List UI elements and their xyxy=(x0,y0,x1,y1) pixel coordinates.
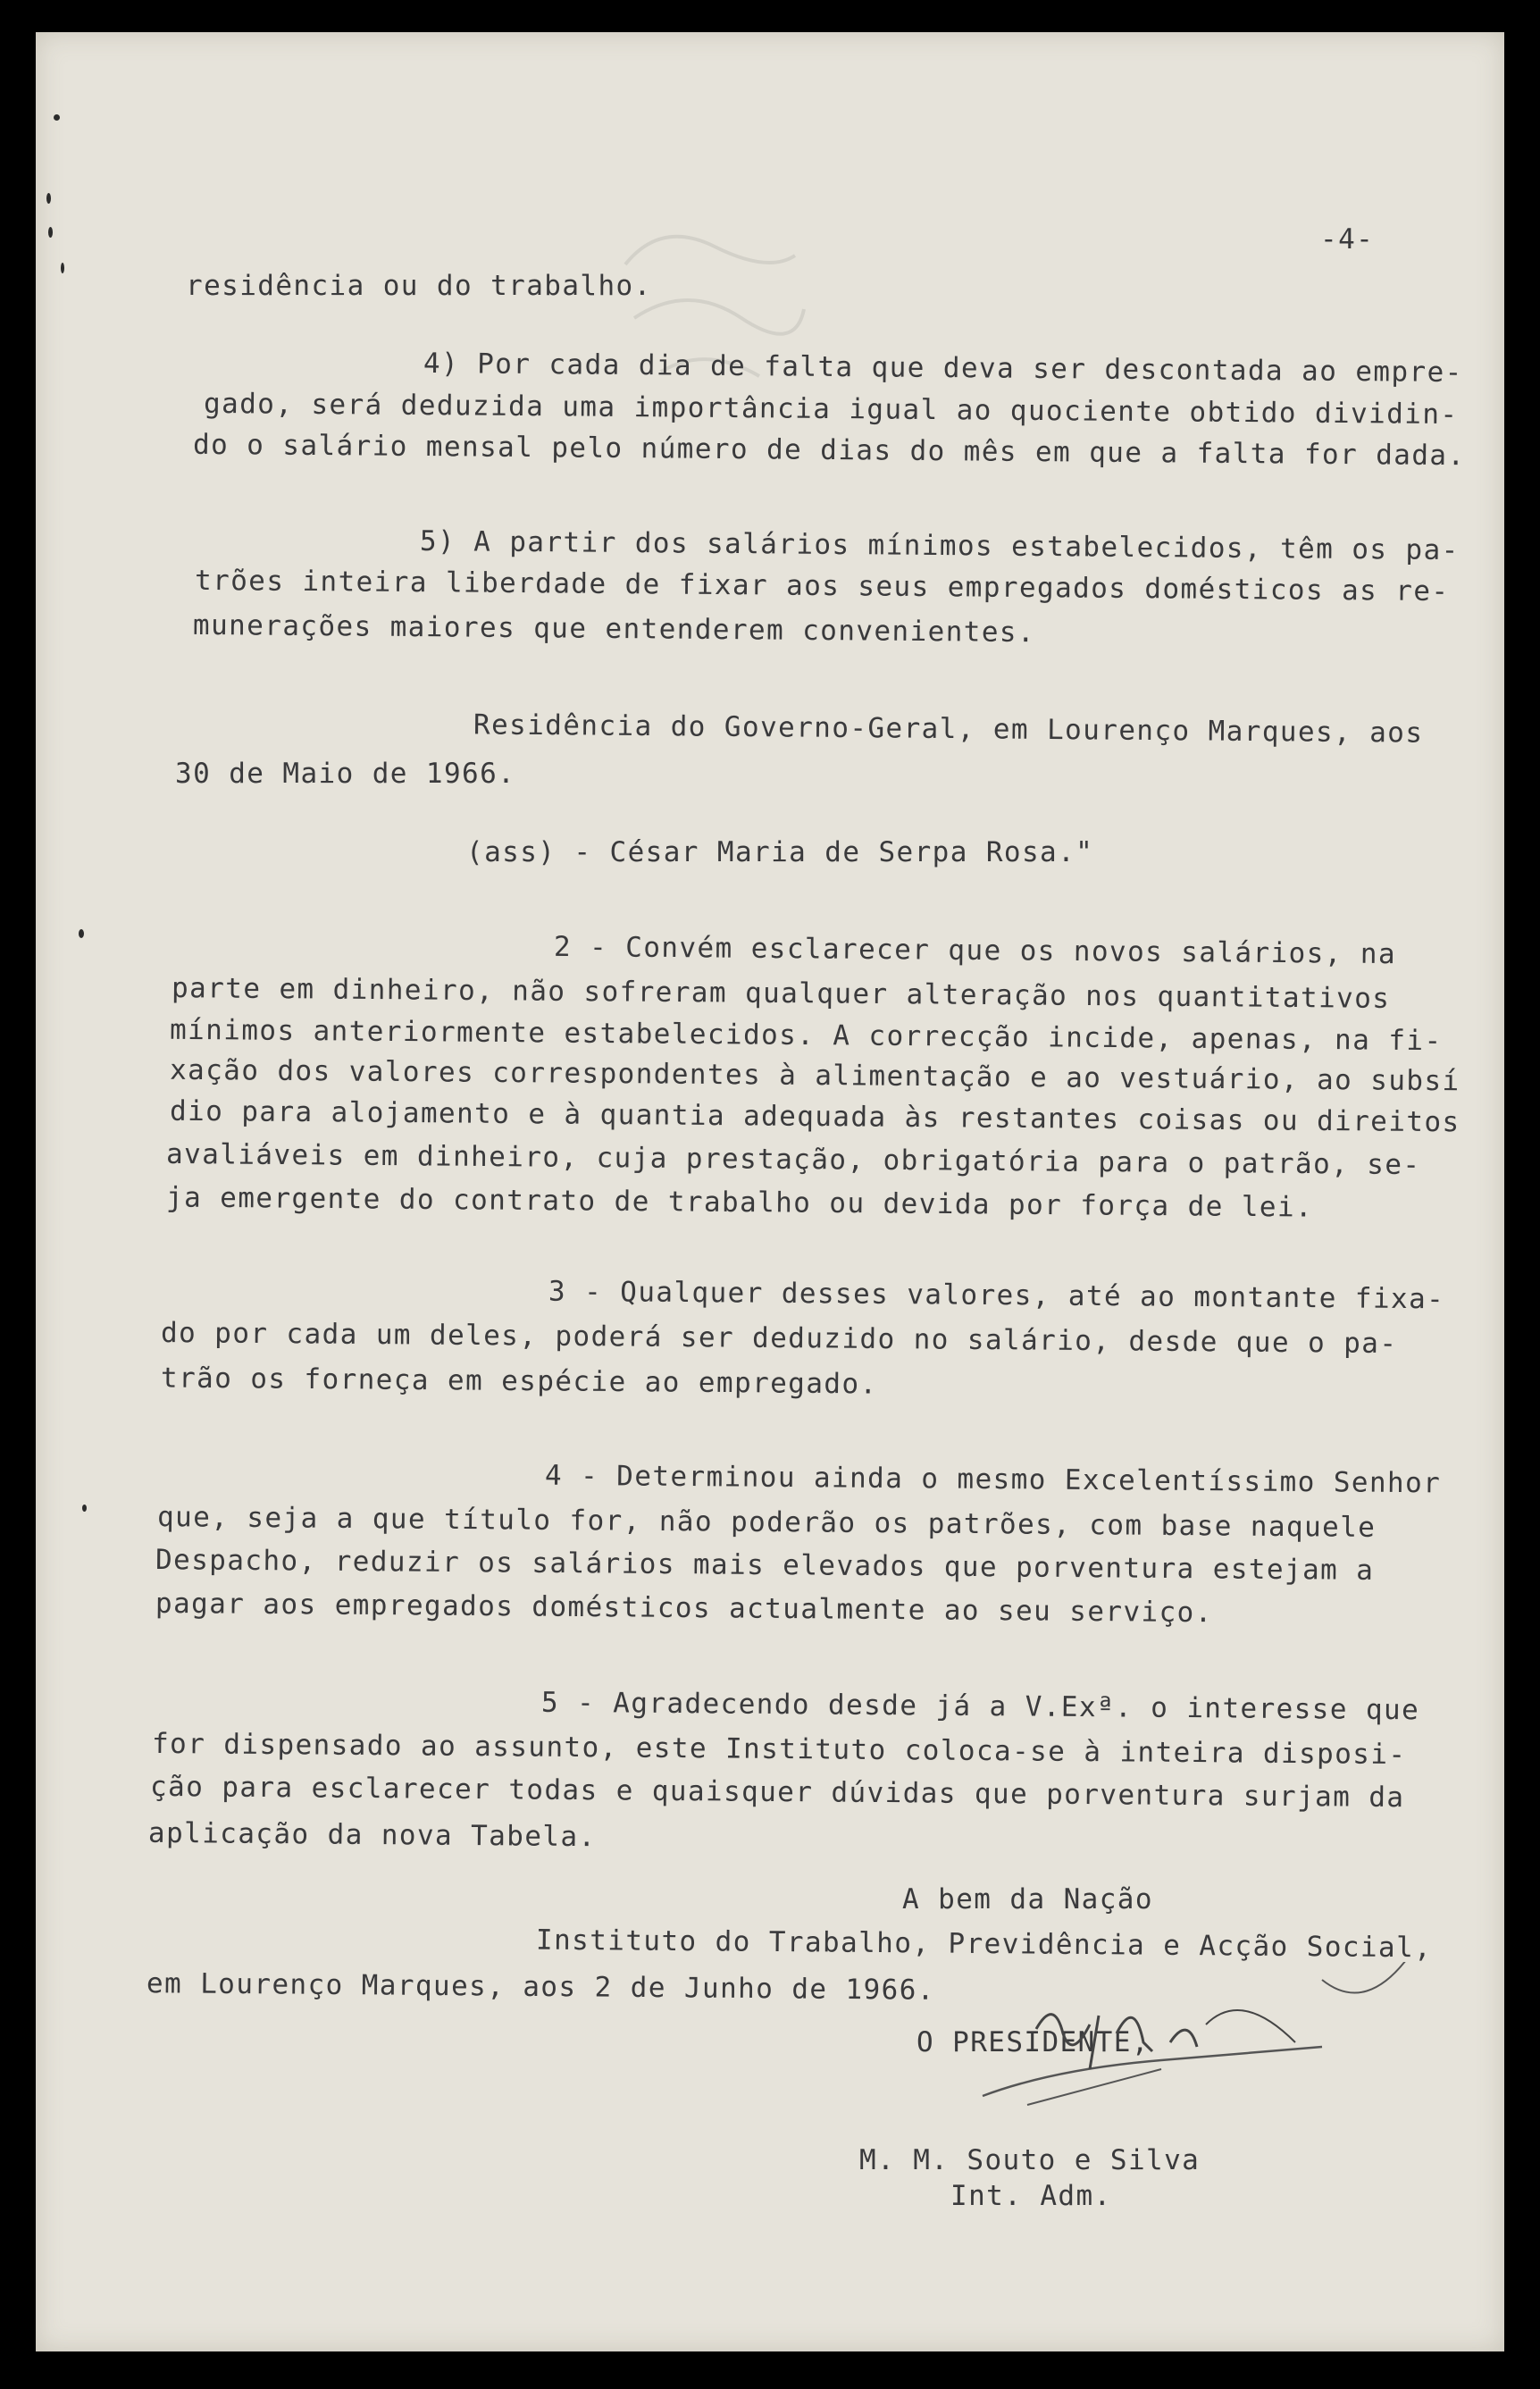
text-line: Residência do Governo-Geral, em Lourenço Marques, aos xyxy=(473,708,1424,750)
text-line: 3 - Qualquer desses valores, até ao montante fixa- xyxy=(548,1275,1445,1316)
text-line: 4) Por cada dia de falta que deva ser descontada ao empre- xyxy=(423,347,1463,390)
text-line: trão os forneça em espécie ao empregado. xyxy=(160,1362,878,1401)
signatory-name: M. M. Souto e Silva xyxy=(859,2144,1201,2176)
text-line: do o salário mensal pelo número de dias do mês em que a falta for dada. xyxy=(192,428,1466,473)
text-line: 2 - Convém esclarecer que os novos salários, na xyxy=(553,930,1397,971)
text-line: Despacho, reduzir os salários mais elevados que porventura estejam a xyxy=(155,1544,1375,1587)
page-number: -4- xyxy=(1320,223,1375,256)
text-line: avaliáveis em dinheiro, cuja prestação, obrigatória para o patrão, se- xyxy=(165,1137,1421,1182)
text-line: 4 - Determinou ainda o mesmo Excelentíssimo Senhor xyxy=(544,1459,1442,1500)
text-line: trões inteira liberdade de fixar aos seus empregados domésticos as re- xyxy=(194,564,1450,608)
text-line: que, seja a que título for, não poderão os patrões, com base naquele xyxy=(156,1501,1377,1544)
ink-speck xyxy=(61,263,64,273)
text-line: aplicação da nova Tabela. xyxy=(147,1816,597,1854)
closing-salutation: A bem da Nação xyxy=(902,1883,1153,1915)
text-line: 5) A partir dos salários mínimos estabelecidos, têm os pa- xyxy=(419,524,1460,567)
document-page xyxy=(36,32,1504,2351)
signatory-title: O PRESIDENTE, xyxy=(916,2026,1150,2058)
text-line: munerações maiores que entenderem convenientes. xyxy=(192,608,1036,650)
text-line: dio para alojamento e à quantia adequada às restantes coisas ou direitos xyxy=(169,1094,1460,1139)
text-line: pagar aos empregados domésticos actualmente ao seu serviço. xyxy=(155,1587,1213,1630)
text-line: 30 de Maio de 1966. xyxy=(175,758,516,790)
ink-speck xyxy=(79,929,84,938)
text-line: em Lourenço Marques, aos 2 de Junho de 1966. xyxy=(146,1967,935,2007)
ink-speck xyxy=(46,193,51,204)
signatory-role: Int. Adm. xyxy=(950,2180,1112,2212)
ink-speck xyxy=(48,227,53,238)
text-line: ja emergente do contrato de trabalho ou devida por força de lei. xyxy=(165,1181,1314,1224)
ink-speck xyxy=(54,114,60,121)
text-line: (ass) - César Maria de Serpa Rosa." xyxy=(466,836,1094,868)
text-line: xação dos valores correspondentes à alimentação e ao vestuário, ao subsí xyxy=(169,1053,1460,1098)
text-line: 5 - Agradecendo desde já a V.Exª. o interesse que xyxy=(540,1686,1420,1727)
text-line: ção para esclarecer todas e quaisquer dúvidas que porventura surjam da xyxy=(149,1770,1405,1815)
text-line: for dispensado ao assunto, este Instituto coloca-se à inteira disposi- xyxy=(151,1727,1407,1772)
text-line: gado, será deduzida uma importância igual ao quociente obtido dividin- xyxy=(203,387,1459,432)
text-line: Instituto do Trabalho, Previdência e Acção Social, xyxy=(535,1924,1433,1965)
text-line: parte em dinheiro, não sofreram qualquer alteração nos quantitativos xyxy=(171,972,1391,1015)
ink-speck xyxy=(82,1505,87,1512)
text-line: mínimos anteriormente estabelecidos. A correcção incide, apenas, na fi- xyxy=(169,1013,1443,1058)
text-line: residência ou do trabalho. xyxy=(186,270,652,302)
text-line: do por cada um deles, poderá ser deduzido no salário, desde que o pa- xyxy=(160,1316,1398,1361)
